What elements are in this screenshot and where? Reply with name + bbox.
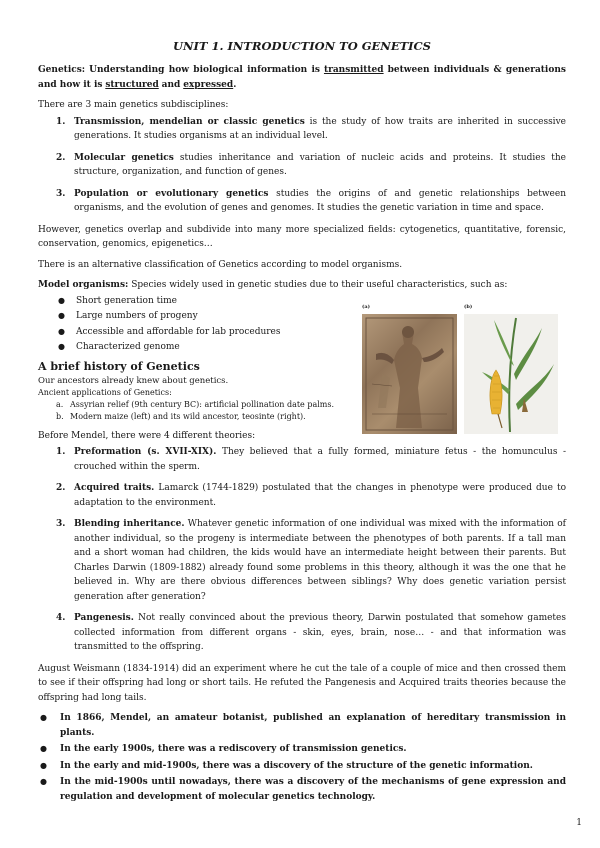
timeline-list	[38, 711, 566, 804]
alternative-classification: There is an alternative classification of Genetics according to model organisms.	[38, 259, 403, 270]
list-item: ● In the early and mid-1900s, there was a discovery of the structure of the genetic information.	[40, 760, 533, 771]
list-item: ● Short generation time	[58, 295, 177, 306]
list-item: 2. Acquired traits. Lamarck (1744-1829) postulated that the changes in phenotype were produced due to adaptation to the environment.	[56, 483, 567, 508]
weismann-paragraph: August Weismann (1834-1914) did an experiment where he cut the tale of a couple of mice and then crossed them to see if their offspring had long or short tails. He refuted the Pangenesis and Acquired traits theories because the offspring had long tails.	[38, 663, 566, 703]
subdisciplines-list	[38, 115, 566, 216]
model-organisms-paragraph: Model organisms: Species widely used in genetic studies due to their useful characteristics, such as:	[38, 280, 508, 290]
history-figure	[362, 304, 562, 434]
list-item: ● Large numbers of progeny	[58, 311, 198, 321]
list-item: ● In 1866, Mendel, an amateur botanist, published an explanation of hereditary transmission in plants.	[40, 713, 566, 738]
list-item: 2. Molecular genetics studies inheritance and variation of nucleic acids and proteins. It studies the structure, organization, and function of genes.	[56, 152, 566, 177]
figure-label-a: (a)	[362, 304, 370, 310]
genetics-definition: Genetics: Understanding how biological information is transmitted between individuals & generations and how it is structured and expressed.	[38, 65, 566, 90]
list-item: 4. Pangenesis. Not really convinced about the previous theory, Darwin postulated that somehow gametes collected information from different organs - skin, eyes, brain, nose… - and that information was transmitted to the offspring.	[56, 613, 566, 652]
theories-list	[38, 445, 566, 655]
list-item: 1. Transmission, mendelian or classic genetics is the study of how traits are inherited in successive generations. It studies organisms at an individual level.	[56, 116, 566, 141]
genetics-label: Genetics:	[38, 65, 86, 75]
history-heading: A brief history of Genetics	[38, 359, 200, 373]
list-item: 3. Blending inheritance. Whatever genetic information of one individual was mixed with the information of another individual, so the progeny is intermediate between the phenotypes of both parents. If a tall man and a short woman had children, the kids would have an intermediate height between their parents. But Charles Darwin (1809-1882) already found some problems in this theory, although it was the one that he believed in. Why are there obvious differences between siblings? Why does genetic variation persist generation after generation?	[56, 519, 566, 602]
list-item: 1. Preformation (s. XVII-XIX). They believed that a fully formed, miniature fetus - the homunculus - crouched within the sperm.	[56, 447, 566, 472]
list-item: b. Modern maize (left) and its wild ancestor, teosinte (right).	[56, 411, 306, 421]
list-item: ● In the early 1900s, there was a rediscovery of transmission genetics.	[40, 744, 407, 754]
page-number: 1	[576, 817, 582, 828]
list-item: ● Characterized genome	[58, 342, 180, 352]
list-item: ● Accessible and affordable for lab procedures	[58, 326, 281, 337]
list-item: ● In the mid-1900s until nowadays, there was a discovery of the mechanisms of gene expression and regulation and development of molecular genetics technology.	[40, 777, 566, 802]
maize-teosinte-image	[464, 314, 558, 434]
theories-intro: Before Mendel, there were 4 different theories:	[38, 430, 256, 441]
list-item: 3. Population or evolutionary genetics studies the origins of and genetic relationships between organisms, and the evolution of genes and genomes. It studies the genetic variation in time and space.	[56, 188, 566, 213]
history-intro: Our ancestors already knew about genetics.	[38, 375, 229, 386]
page-title: UNIT 1. INTRODUCTION TO GENETICS	[173, 39, 431, 53]
figure-label-b: (b)	[464, 304, 473, 310]
assyrian-relief-image	[362, 314, 457, 434]
applications-label: Ancient applications of Genetics:	[38, 387, 172, 397]
overlap-paragraph: However, genetics overlap and subdivide into many more specialized fields: cytogenetics, quantitative, forensic, conservation, genomics, epigenetics…	[38, 224, 566, 249]
subdisciplines-intro: There are 3 main genetics subdisciplines:	[38, 100, 229, 110]
list-item: a. Assyrian relief (9th century BC): artificial pollination date palms.	[56, 399, 335, 409]
